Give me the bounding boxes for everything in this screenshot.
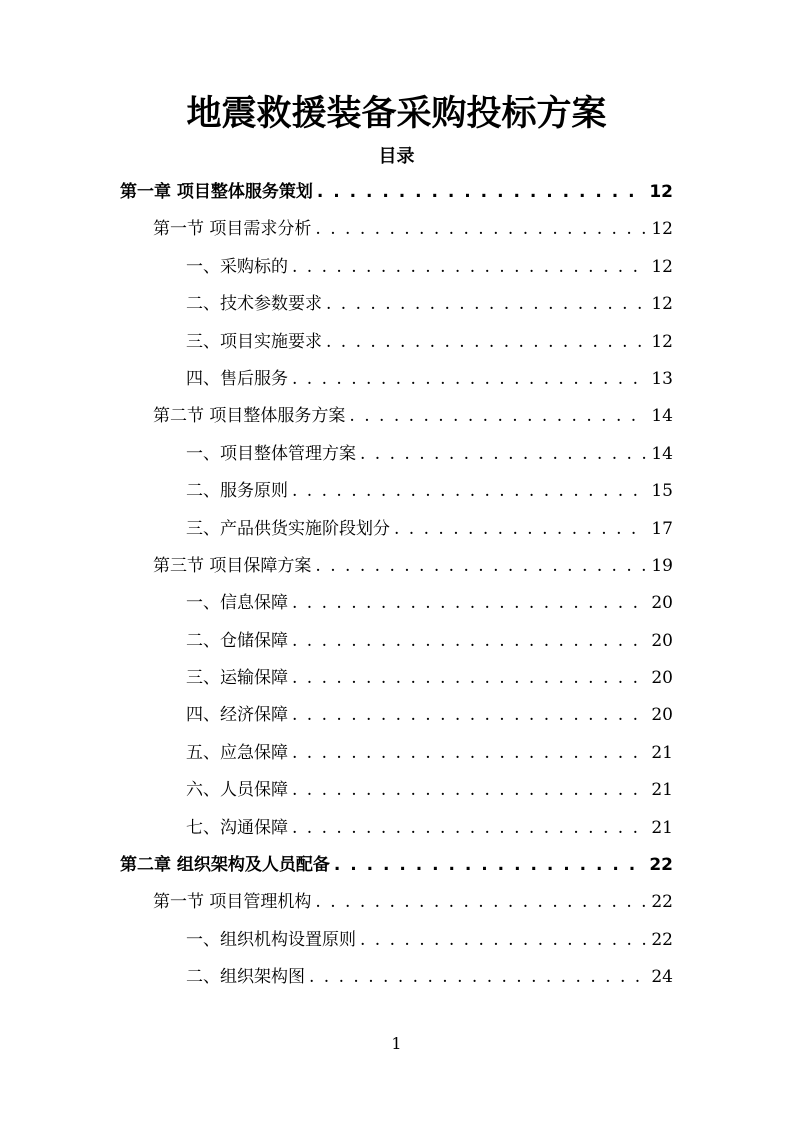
toc-dot-leader [292,735,647,772]
toc-section-entry[interactable] [120,548,673,585]
toc-entry-label: 二、技术参数要求 [186,294,322,315]
toc-subsection-entry[interactable] [120,436,673,473]
toc-entry-label: 第三节 项目保障方案 [153,555,312,576]
toc-dot-leader [292,772,647,809]
toc-dot-leader [334,847,645,884]
toc-dot-leader [360,922,647,959]
toc-entry-page: 20 [651,705,673,726]
toc-entry-page: 22 [651,929,673,950]
toc-subsection-entry[interactable] [120,922,673,959]
toc-subsection-entry[interactable] [120,361,673,398]
toc-subsection-entry[interactable] [120,324,673,361]
toc-subsection-entry[interactable] [120,735,673,772]
toc-entry-page: 12 [651,294,673,315]
toc-dot-leader [326,324,647,361]
toc-entry-page: 21 [651,817,673,838]
toc-entry-page: 20 [651,593,673,614]
toc-subsection-entry[interactable] [120,660,673,697]
toc-section-entry[interactable] [120,398,673,435]
toc-entry-page: 20 [651,668,673,689]
toc-dot-leader [292,660,647,697]
toc-entry-page: 12 [651,219,673,240]
toc-entry-page: 12 [649,182,673,202]
toc-entry-label: 一、信息保障 [186,593,288,614]
toc-entry-label: 第二章 组织架构及人员配备 [120,855,330,876]
toc-entry-page: 13 [651,368,673,389]
toc-entry-label: 三、运输保障 [186,668,288,689]
toc-dot-leader [292,249,647,286]
toc-subsection-entry[interactable] [120,286,673,323]
toc-entry-label: 三、项目实施要求 [186,331,322,352]
toc-entry-page: 20 [651,630,673,651]
toc-dot-leader [394,511,647,548]
toc-entry-page: 21 [651,742,673,763]
toc-subsection-entry[interactable] [120,249,673,286]
toc-chapter-entry[interactable] [120,847,673,884]
toc-entry-label: 七、沟通保障 [186,817,288,838]
toc-entry-label: 第一节 项目需求分析 [153,219,312,240]
toc-entry-page: 19 [651,555,673,576]
toc-dot-leader [315,211,647,248]
toc-entry-page: 12 [651,256,673,277]
toc-entry-label: 第二节 项目整体服务方案 [153,406,346,427]
toc-dot-leader [292,810,647,847]
toc-heading: 目录 [378,146,415,167]
toc-entry-page: 22 [649,855,673,876]
toc-dot-leader [349,398,647,435]
toc-subsection-entry[interactable] [120,772,673,809]
toc-entry-label: 二、服务原则 [186,481,288,502]
toc-entry-page: 15 [651,481,673,502]
toc-dot-leader [292,697,647,734]
toc-entry-page: 24 [651,967,673,988]
toc-entry-label: 四、经济保障 [186,705,288,726]
toc-entry-label: 二、仓储保障 [186,630,288,651]
toc-entry-label: 五、应急保障 [186,742,288,763]
toc-entry-label: 二、组织架构图 [186,967,305,988]
toc-entry-label: 六、人员保障 [186,780,288,801]
toc-entry-label: 第一节 项目管理机构 [153,892,312,913]
toc-entry-page: 14 [651,406,673,427]
toc-entry-page: 17 [651,518,673,539]
toc-entry-label: 三、产品供货实施阶段划分 [186,518,390,539]
toc-dot-leader [360,436,647,473]
toc-subsection-entry[interactable] [120,585,673,622]
toc-entry-label: 四、售后服务 [186,368,288,389]
toc-subsection-entry[interactable] [120,959,673,996]
table-of-contents [120,174,673,997]
toc-entry-page: 14 [651,443,673,464]
toc-section-entry[interactable] [120,211,673,248]
document-title: 地震救援装备采购投标方案 [186,94,607,134]
toc-dot-leader [326,286,647,323]
toc-section-entry[interactable] [120,884,673,921]
toc-subsection-entry[interactable] [120,473,673,510]
page-number: 1 [391,1034,402,1053]
toc-subsection-entry[interactable] [120,623,673,660]
toc-entry-label: 一、组织机构设置原则 [186,929,356,950]
toc-entry-page: 12 [651,331,673,352]
toc-subsection-entry[interactable] [120,810,673,847]
toc-entry-page: 22 [651,892,673,913]
toc-entry-label: 一、项目整体管理方案 [186,443,356,464]
toc-subsection-entry[interactable] [120,697,673,734]
toc-entry-page: 21 [651,780,673,801]
toc-subsection-entry[interactable] [120,511,673,548]
toc-dot-leader [315,548,647,585]
toc-chapter-entry[interactable] [120,174,673,211]
toc-dot-leader [317,174,645,211]
toc-dot-leader [315,884,647,921]
toc-dot-leader [292,361,647,398]
toc-dot-leader [309,959,647,996]
toc-dot-leader [292,473,647,510]
toc-entry-label: 第一章 项目整体服务策划 [120,182,313,202]
toc-dot-leader [292,623,647,660]
toc-dot-leader [292,585,647,622]
toc-entry-label: 一、采购标的 [186,256,288,277]
